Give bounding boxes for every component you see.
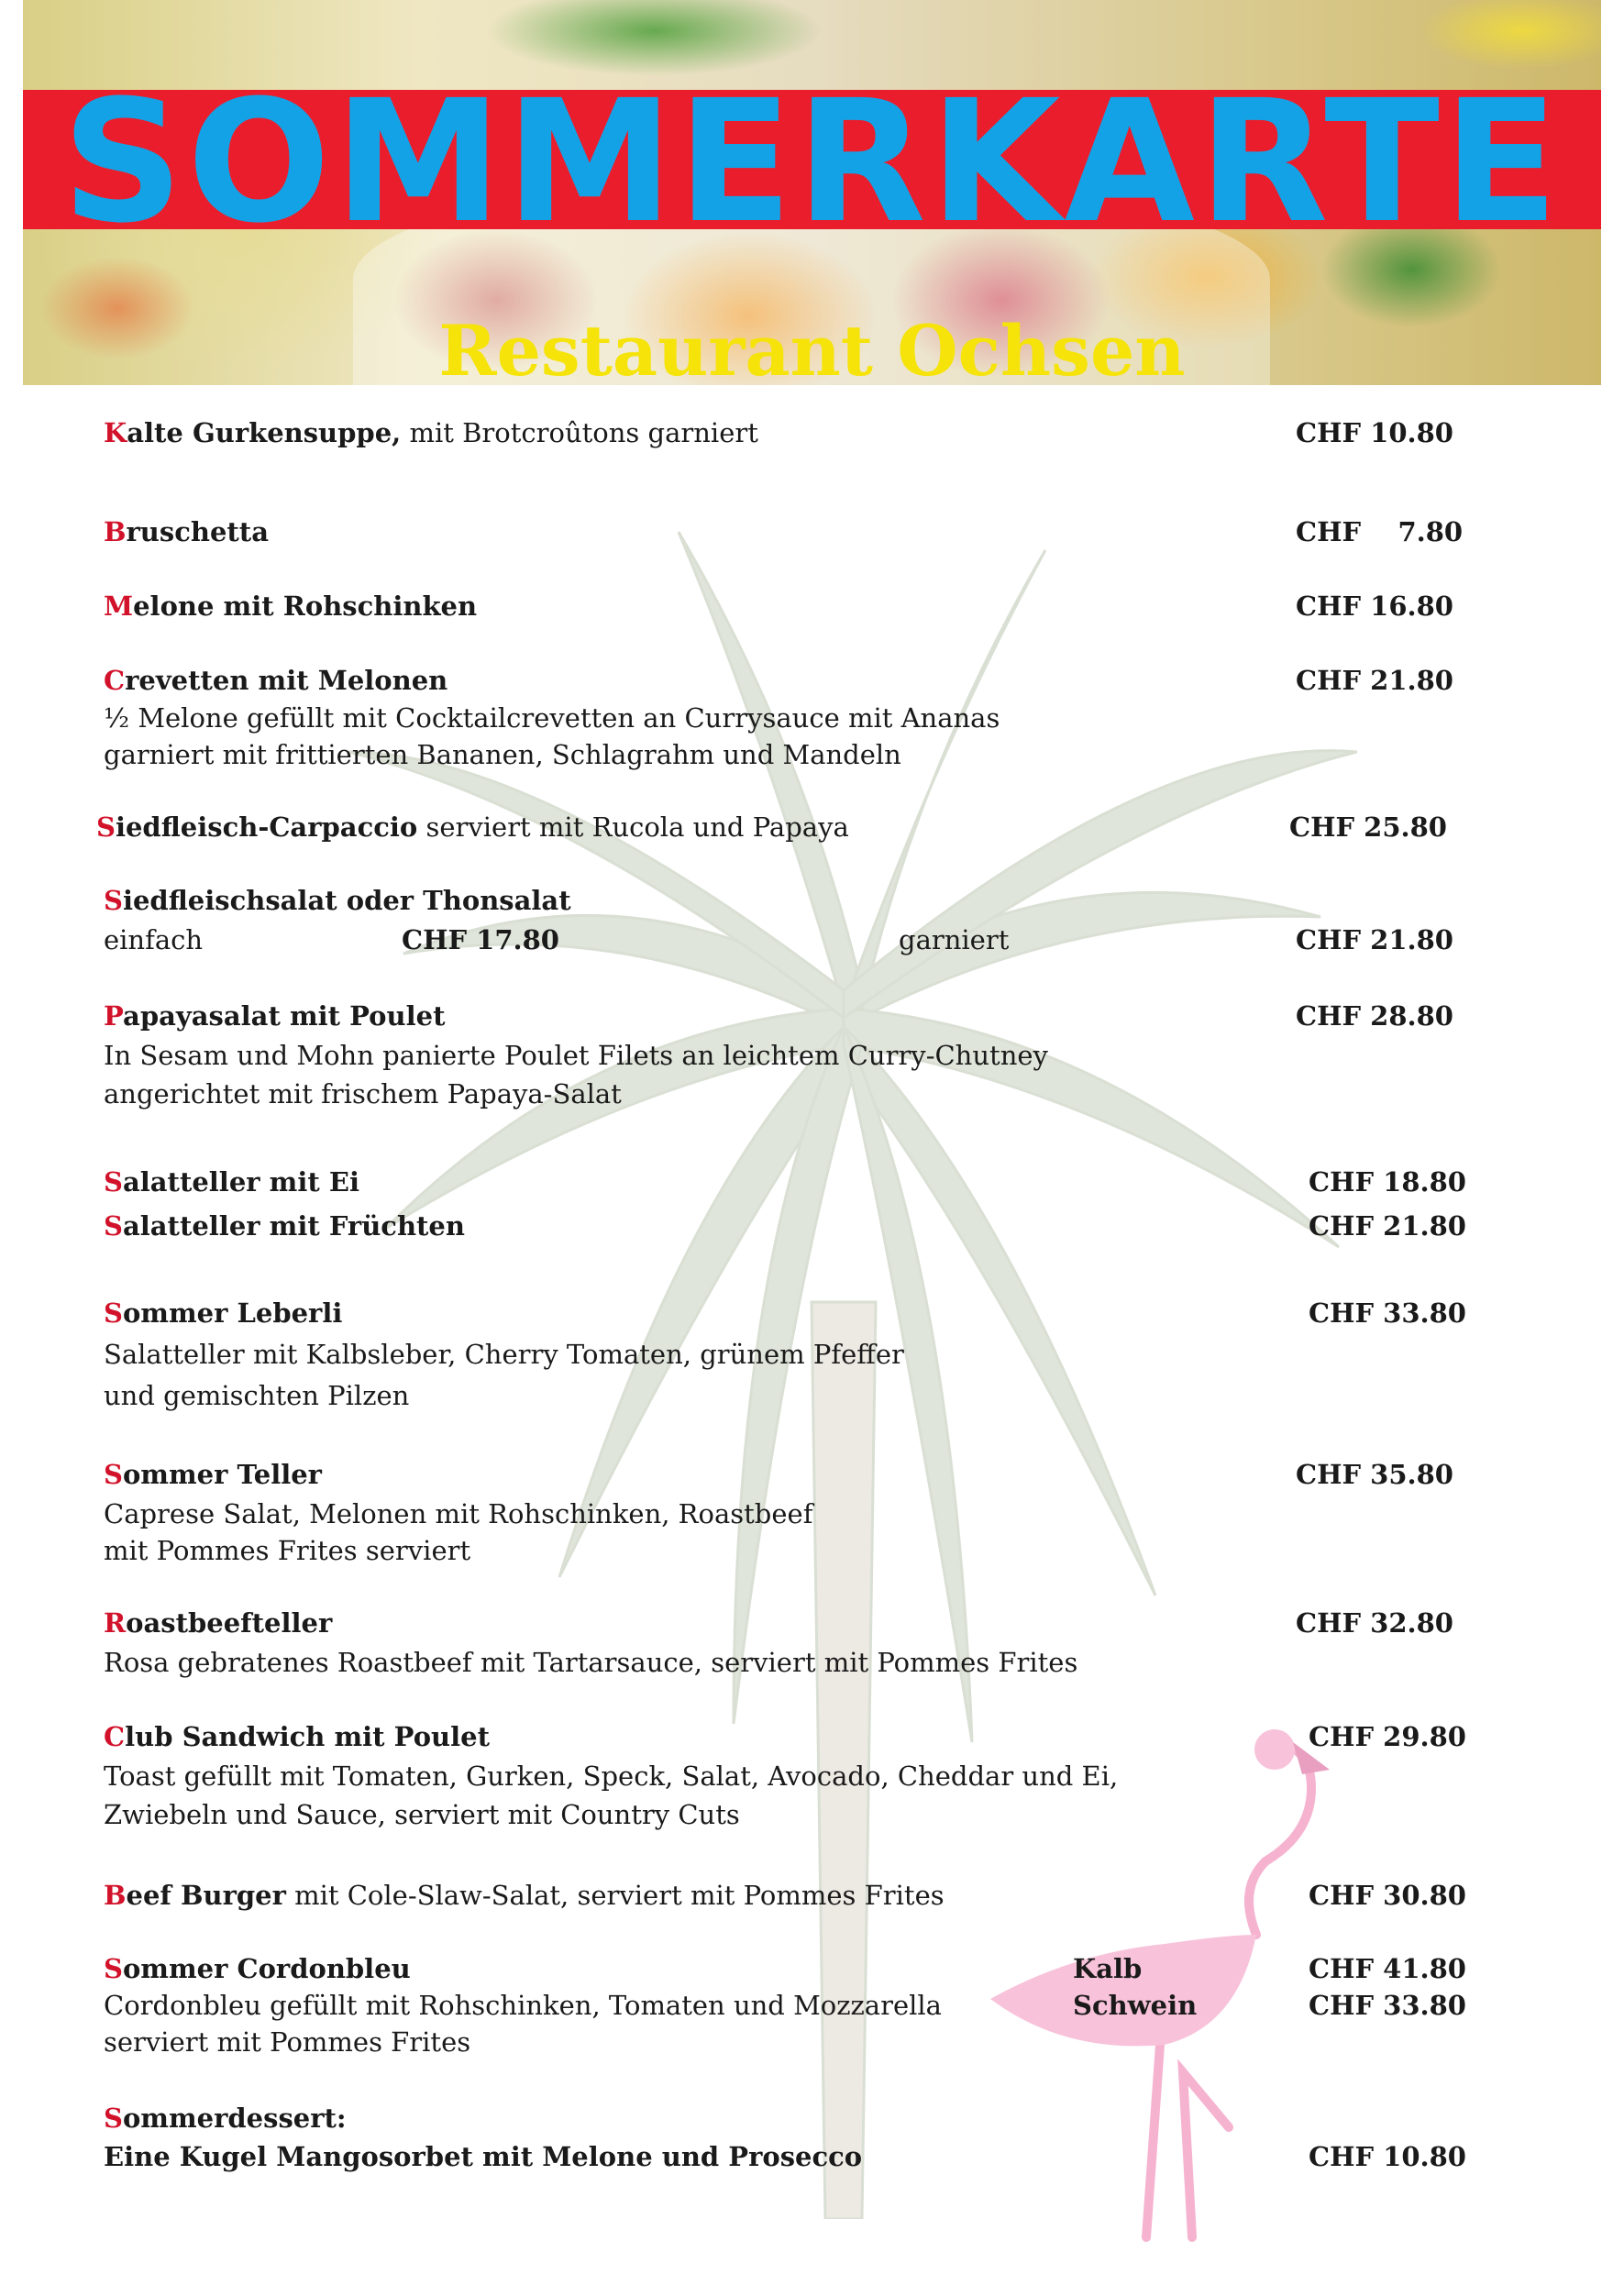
price-roastbeefteller: CHF 32.80	[1296, 1607, 1453, 1639]
menu-item-bruschetta: Bruschetta	[104, 516, 269, 547]
desc-crevetten-line1: ½ Melone gefüllt mit Cocktailcrevetten an Currysauce mit Ananas	[104, 702, 1000, 734]
menu-item-sommerdessert: Sommerdessert:	[104, 2103, 347, 2134]
desc-crevetten-line2: garniert mit frittierten Bananen, Schlagrahm und Mandeln	[104, 739, 901, 770]
desc-leberli-line2: und gemischten Pilzen	[104, 1380, 410, 1411]
menu-item-carpaccio: Siedfleisch-Carpaccio serviert mit Rucola und Papaya	[96, 811, 849, 843]
menu-item-sommer-teller: Sommer Teller	[104, 1459, 322, 1490]
price-sommer-leberli: CHF 33.80	[1309, 1297, 1466, 1329]
price-carpaccio: CHF 25.80	[1289, 811, 1447, 843]
desc-papayasalat-line2: angerichtet mit frischem Papaya-Salat	[104, 1078, 622, 1109]
option-schwein-label: Schwein	[1073, 1990, 1198, 2021]
desc-roastbeef-line1: Rosa gebratenes Roastbeef mit Tartarsauce, serviert mit Pommes Frites	[104, 1647, 1078, 1678]
menu-item-crevetten: Crevetten mit Melonen	[104, 665, 448, 696]
menu-item-beef-burger: Beef Burger mit Cole-Slaw-Salat, serviert mit Pommes Frites	[104, 1880, 945, 1911]
menu-item-roastbeefteller: Roastbeefteller	[104, 1607, 333, 1639]
restaurant-name: Restaurant Ochsen	[438, 310, 1186, 385]
menu-title: SOMMERKARTE	[61, 64, 1563, 260]
price-bruschetta: CHF 7.80	[1296, 516, 1464, 547]
price-crevetten: CHF 21.80	[1296, 665, 1453, 696]
desc-sandwich-line2: Zwiebeln und Sauce, serviert mit Country Cuts	[104, 1799, 740, 1830]
menu-item-sommer-cordonbleu: Sommer Cordonbleu	[104, 1953, 411, 1984]
desc-leberli-line1: Salatteller mit Kalbsleber, Cherry Tomaten, grünem Pfeffer	[104, 1339, 904, 1370]
option-einfach-label: einfach	[104, 924, 204, 955]
menu-item-salatteller-ei: Salatteller mit Ei	[104, 1166, 359, 1198]
price-sommer-teller: CHF 35.80	[1296, 1459, 1453, 1490]
desc-cordonbleu-line1: Cordonbleu gefüllt mit Rohschinken, Tomaten und Mozzarella	[104, 1990, 942, 2021]
desc-sommerdessert: Eine Kugel Mangosorbet mit Melone und Prosecco	[104, 2141, 863, 2172]
header-banner-image	[23, 0, 1601, 385]
desc-papayasalat-line1: In Sesam und Mohn panierte Poulet Filets an leichtem Curry-Chutney	[104, 1040, 1048, 1071]
menu-item-salatteller-fruechte: Salatteller mit Früchten	[104, 1210, 465, 1242]
desc-teller-line1: Caprese Salat, Melonen mit Rohschinken, Roastbeef	[104, 1498, 813, 1529]
desc-sandwich-line1: Toast gefüllt mit Tomaten, Gurken, Speck, Salat, Avocado, Cheddar und Ei,	[104, 1761, 1119, 1792]
desc-cordonbleu-line2: serviert mit Pommes Frites	[104, 2026, 471, 2058]
menu-item-sommer-leberli: Sommer Leberli	[104, 1297, 343, 1329]
price-salatteller-fruechte: CHF 21.80	[1309, 1210, 1466, 1242]
price-melone-rohschinken: CHF 16.80	[1296, 591, 1453, 622]
option-garniert-price: CHF 21.80	[1296, 924, 1453, 955]
price-beef-burger: CHF 30.80	[1309, 1880, 1466, 1911]
price-salatteller-ei: CHF 18.80	[1309, 1166, 1466, 1198]
option-kalb-label: Kalb	[1073, 1953, 1143, 1984]
option-garniert-label: garniert	[899, 924, 1010, 955]
price-club-sandwich: CHF 29.80	[1309, 1721, 1466, 1752]
menu-item-melone-rohschinken: Melone mit Rohschinken	[104, 591, 478, 622]
price-sommerdessert: CHF 10.80	[1309, 2141, 1466, 2172]
option-kalb-price: CHF 41.80	[1309, 1953, 1466, 1984]
option-einfach-price: CHF 17.80	[402, 924, 559, 955]
price-gurkensuppe: CHF 10.80	[1296, 417, 1453, 448]
price-papayasalat: CHF 28.80	[1296, 1000, 1453, 1032]
menu-item-siedfleischsalat: Siedfleischsalat oder Thonsalat	[104, 885, 571, 916]
menu-item-gurkensuppe: Kalte Gurkensuppe, mit Brotcroûtons garniert	[104, 417, 758, 448]
desc-teller-line2: mit Pommes Frites serviert	[104, 1535, 471, 1566]
menu-item-papayasalat: Papayasalat mit Poulet	[104, 1000, 446, 1032]
menu-item-club-sandwich: Club Sandwich mit Poulet	[104, 1721, 490, 1752]
option-schwein-price: CHF 33.80	[1309, 1990, 1466, 2021]
